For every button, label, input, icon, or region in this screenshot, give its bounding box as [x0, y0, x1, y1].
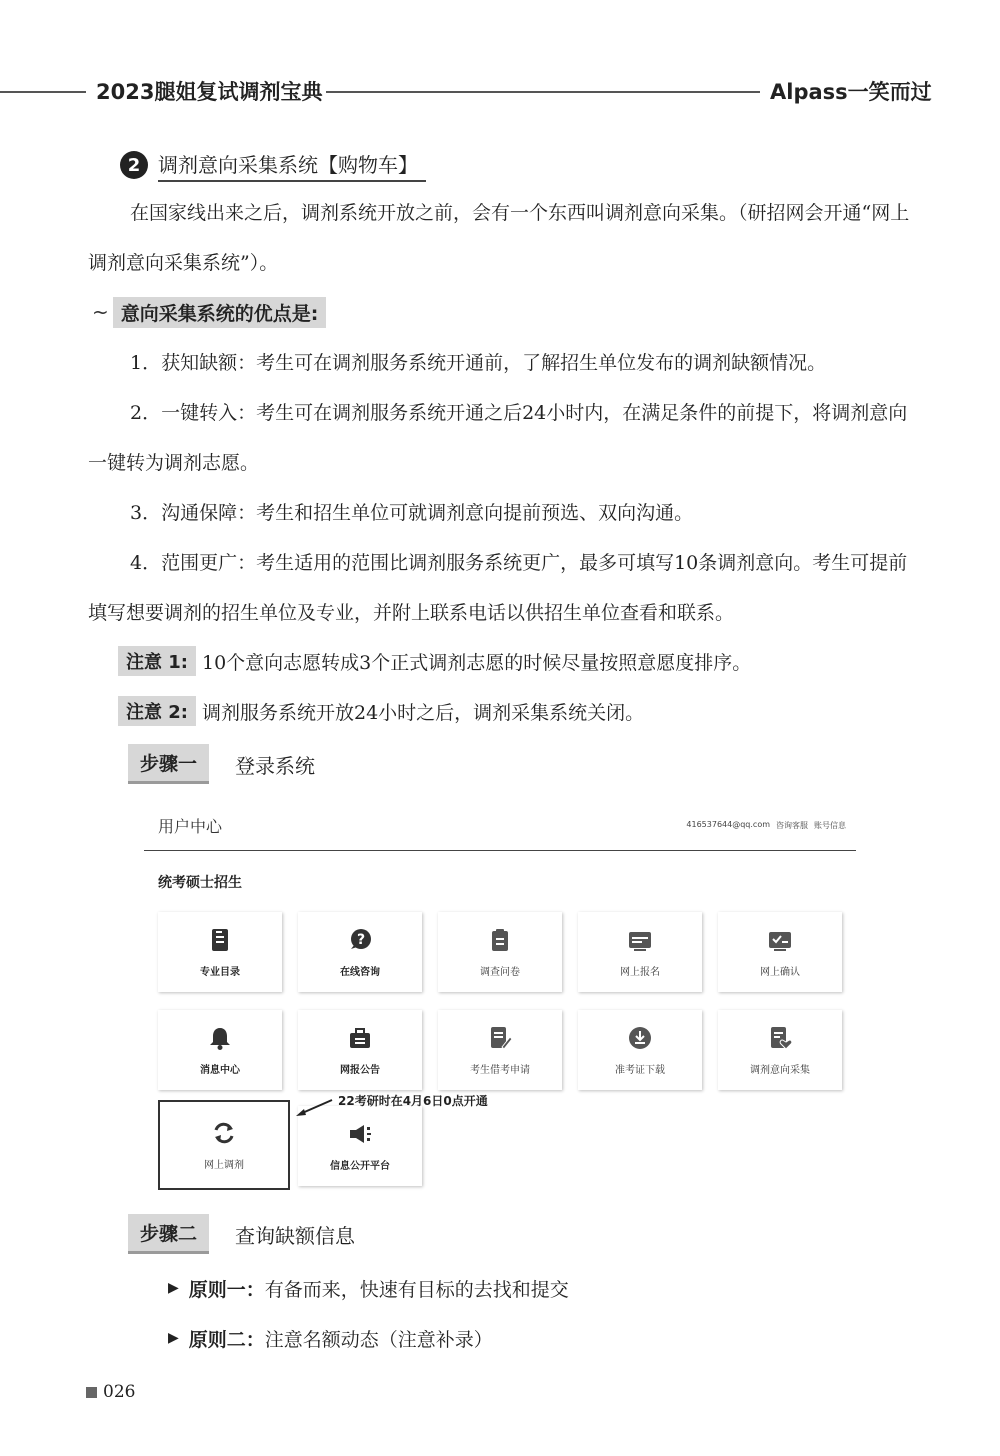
briefcase-icon [347, 1025, 373, 1051]
card-icon [627, 927, 653, 953]
tile-label: 考生借考申请 [470, 1064, 530, 1076]
advantages-heading [92, 296, 326, 328]
tile-label: 专业目录 [200, 966, 240, 978]
account-links [686, 820, 846, 831]
principle-1 [168, 1272, 569, 1304]
tilde-icon: ~ [92, 300, 109, 324]
step-two [128, 1214, 355, 1254]
intro-paragraph: 在国家线出来之后，调剂系统开放之前，会有一个东西叫调剂意向采集。（研招网会开通“网上调剂意向采集系统”）。 [88, 202, 910, 274]
advantage-item-1: 1．获知缺额：考生可在调剂服务系统开通前，了解招生单位发布的调剂缺额情况。 [130, 352, 827, 374]
tile-info-public[interactable] [298, 1106, 422, 1186]
note-text: 调剂服务系统开放24小时之后，调剂采集系统关闭。 [202, 701, 645, 724]
tile-borrow-exam[interactable] [438, 1010, 562, 1090]
section-heading [120, 148, 426, 182]
triangle-bullet-icon: ▶ [168, 1330, 179, 1346]
section-number: 2 [120, 151, 148, 179]
principle-label: 原则二： [188, 1328, 265, 1351]
tile-online-adjustment[interactable] [158, 1100, 290, 1190]
adjustment-open-callout: 22考研时在4月6日0点开通 [338, 1094, 488, 1108]
step-label: 步骤一 [128, 744, 209, 784]
heart-document-icon [767, 1025, 793, 1051]
principle-text: 有备而来，快速有目标的去找和提交 [264, 1278, 569, 1301]
square-bullet-icon [86, 1387, 97, 1398]
bell-icon [207, 1025, 233, 1051]
tile-label: 网上报名 [620, 966, 660, 978]
user-center-title: 用户中心 [158, 817, 223, 836]
tile-label: 消息中心 [200, 1064, 240, 1076]
tile-online-registration[interactable] [578, 912, 702, 992]
tile-label: 准考证下载 [615, 1064, 665, 1076]
principle-label: 原则一： [188, 1278, 265, 1301]
step-text: 查询缺额信息 [235, 1223, 356, 1248]
check-card-icon [767, 927, 793, 953]
page-number: 026 [103, 1382, 136, 1402]
tile-admission-ticket[interactable] [578, 1010, 702, 1090]
section-title: 调剂意向采集系统【购物车】 [158, 149, 426, 182]
triangle-bullet-icon: ▶ [168, 1280, 179, 1296]
note-label: 注意 1: [118, 646, 196, 676]
book-title: 2023腿姐复试调剂宝典 [92, 76, 326, 106]
account-info-link[interactable]: 账号信息 [814, 821, 846, 830]
brand-logo: Alpass一笑而过 [766, 76, 936, 106]
refresh-icon [211, 1120, 237, 1146]
account-email[interactable]: 416537644@qq.com [686, 820, 770, 829]
user-center-screenshot [140, 806, 860, 1198]
exam-category-title: 统考硕士招生 [158, 875, 242, 891]
tile-label: 网上确认 [760, 966, 800, 978]
tile-label: 在线咨询 [340, 966, 380, 978]
principle-text: 注意名额动态（注意补录） [264, 1328, 493, 1351]
advantage-item-2: 2．一键转入：考生可在调剂服务系统开通之后24小时内，在满足条件的前提下，将调剂意向一键转为调剂志愿。 [88, 402, 908, 474]
download-icon [627, 1025, 653, 1051]
page-header [0, 74, 1000, 110]
principle-2 [168, 1322, 493, 1354]
tile-survey[interactable] [438, 912, 562, 992]
divider [144, 850, 856, 851]
tile-message-center[interactable] [158, 1010, 282, 1090]
tile-label: 信息公开平台 [330, 1160, 390, 1172]
tile-adjustment-intent[interactable] [718, 1010, 842, 1090]
clipboard-icon [487, 927, 513, 953]
step-label: 步骤二 [128, 1214, 209, 1254]
advantage-item-4: 4．范围更广：考生适用的范围比调剂服务系统更广，最多可填写10条调剂意向。考生可提前填写想要调剂的招生单位及专业，并附上联系电话以供招生单位查看和联系。 [88, 552, 908, 624]
note-text: 10个意向志愿转成3个正式调剂志愿的时候尽量按照意愿度排序。 [202, 651, 752, 674]
note-2 [118, 695, 644, 727]
tile-label: 网报公告 [340, 1064, 380, 1076]
service-link[interactable]: 咨询客服 [776, 821, 808, 830]
advantage-item-3: 3．沟通保障：考生和招生单位可就调剂意向提前预选、双向沟通。 [130, 502, 694, 524]
tile-major-catalog[interactable] [158, 912, 282, 992]
tile-online-consult[interactable] [298, 912, 422, 992]
document-icon [207, 927, 233, 953]
header-rule-middle [320, 91, 760, 93]
header-rule-left [0, 91, 86, 93]
arrow-icon [294, 1098, 334, 1118]
megaphone-icon [347, 1121, 373, 1147]
tile-label: 网上调剂 [204, 1159, 244, 1171]
advantages-label: 意向采集系统的优点是: [113, 297, 327, 328]
note-label: 注意 2: [118, 696, 196, 726]
tile-label: 调剂意向采集 [750, 1064, 810, 1076]
edit-document-icon [487, 1025, 513, 1051]
note-1 [118, 645, 751, 677]
tile-label: 调查问卷 [480, 966, 520, 978]
question-bubble-icon [347, 927, 373, 953]
svg-text:?: ? [356, 931, 366, 948]
step-one [128, 744, 315, 784]
step-text: 登录系统 [235, 753, 316, 778]
tile-registration-notice[interactable] [298, 1010, 422, 1090]
page-footer [86, 1382, 135, 1402]
tile-online-confirm[interactable] [718, 912, 842, 992]
